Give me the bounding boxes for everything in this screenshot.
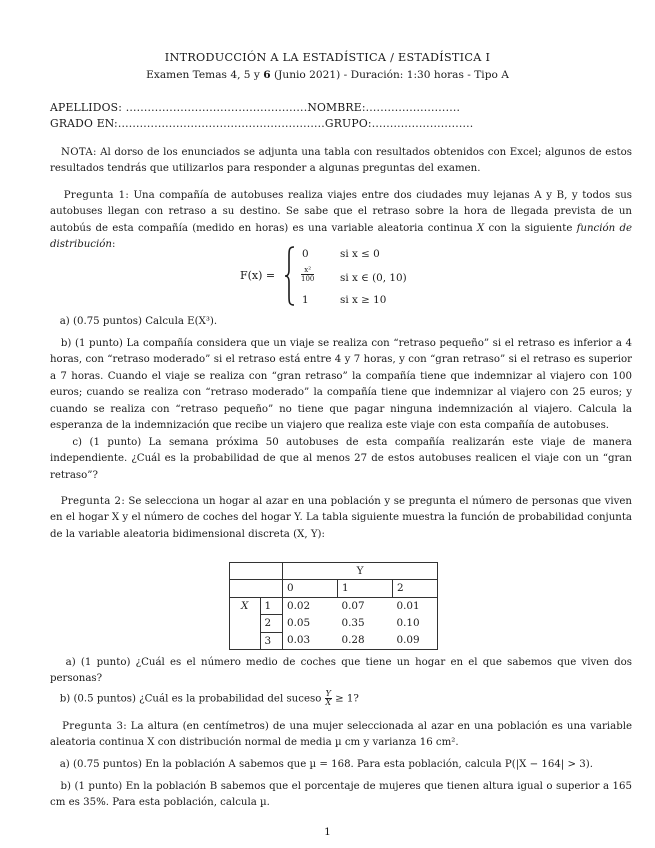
col-header: 0 bbox=[283, 580, 338, 597]
q2-label: Pregunta 2 bbox=[60, 496, 122, 507]
q3-part-a: a) (0.75 puntos) En la población A sabemos que µ = 168. Para esta población, calcula P(|X − 164| > 3). bbox=[59, 759, 593, 770]
row-header: 2 bbox=[260, 615, 283, 632]
q2-part-a: a) (1 punto) ¿Cuál es el número medio de coches que tiene un hogar en el que sabemos que viven dos personas? bbox=[50, 657, 632, 685]
table-cell: 0.09 bbox=[393, 632, 438, 649]
case1-condition: si x ≤ 0 bbox=[340, 248, 380, 260]
q1-part-b: b) (1 punto) La compañía considera que un viaje se realiza con “retraso pequeño” si el retraso es inferior a 4 horas, con “retraso moderado” si el retraso está entre 4 y 7 horas, y con “gran retraso” si el retraso es superior a 7 horas. Cuando el viaje se realiza con “gran retraso” la compañía tiene que indemnizar al viajero con 100 euros; cuando se realiza con “retraso moderado” la compañía tiene que indemnizar al viajero con 25 euros; y cuando se realiza con “retraso pequeño” no tiene que pagar ninguna indemnización al viajero. Calcula la esperanza de la indemnización que recibe un viajero que realiza este viaje con esta compañía de autobuses. bbox=[50, 338, 632, 432]
row-header: 3 bbox=[260, 632, 283, 649]
case3-condition: si x ≥ 10 bbox=[340, 294, 387, 306]
q3-part-b: b) (1 punto) En la población B sabemos que el porcentaje de mujeres que tienen altura igual o superior a 165 cm es 35%. Para esta población, calcula µ. bbox=[50, 781, 633, 809]
q3-label: Pregunta 3 bbox=[62, 721, 124, 732]
nota-paragraph bbox=[50, 145, 632, 178]
q1-intro: Pregunta 1: Una compañía de autobuses realiza viajes entre dos ciudades muy lejanas A y B, y todos sus autobuses llegan con retraso a su destino. Se sabe que el retraso sobre la hora de llegada prevista de un autobús de esta compañía (medido en horas) es una variable aleatoria continua X con la siguiente función de distribución: bbox=[50, 190, 632, 251]
q1-part-a: a) (0.75 puntos) Calcula E(X³). bbox=[59, 316, 218, 327]
case1-value: 0 bbox=[302, 248, 309, 260]
row-header: 1 bbox=[260, 597, 283, 614]
q2-part-b: b) (0.5 puntos) ¿Cuál es la probabilidad del suceso $\frac{Y}{X}$ ≥ 1? bbox=[59, 689, 359, 707]
case2-condition: si x ∈ (0, 10) bbox=[340, 272, 407, 284]
col-header: 2 bbox=[393, 580, 438, 597]
nota-text: : Al dorso de los enunciados se adjunta una tabla con resultados obtenidos con Excel; algunos de estos resultados tendrás que utilizarlos para responder a algunas preguntas del examen. bbox=[50, 147, 632, 175]
case3-value: 1 bbox=[302, 294, 309, 306]
col-header: 1 bbox=[338, 580, 393, 597]
table-cell: 0.02 bbox=[287, 600, 311, 613]
student-fields bbox=[50, 100, 473, 132]
table-cell: 0.10 bbox=[393, 615, 438, 632]
col-var-header: Y bbox=[283, 563, 438, 580]
q1-label: Pregunta 1 bbox=[63, 190, 126, 201]
table-cell: 0.28 bbox=[338, 632, 393, 649]
joint-probability-table bbox=[229, 562, 438, 650]
q1-part-c: c) (1 punto) La semana próxima 50 autobuses de esta compañía realizarán este viaje de manera independiente. ¿Cuál es la probabilidad de que al menos 27 de estos autobuses realicen el viaje con un “gran retraso”? bbox=[50, 437, 633, 481]
formula-lhs: F(x) = bbox=[240, 269, 276, 282]
case2-value: $\frac{\text{x²}}{100}$ bbox=[301, 266, 315, 283]
table-cell: 0.05 bbox=[287, 617, 311, 630]
grado-grupo-line: GRADO EN:.........................................................GRUPO:............................ bbox=[50, 117, 474, 130]
page-number: 1 bbox=[324, 826, 331, 838]
table-cell: 0.35 bbox=[341, 617, 365, 630]
distribution-function-formula bbox=[240, 244, 460, 308]
table-cell: 0.03 bbox=[283, 632, 338, 649]
table-cell: 0.07 bbox=[341, 600, 365, 613]
table-cell: 0.01 bbox=[393, 597, 438, 614]
row-var-header: X bbox=[230, 597, 261, 649]
q3-intro: Pregunta 3: La altura (en centímetros) de una mujer seleccionada al azar en una población es una variable aleatoria continua X con distribución normal de media µ cm y varianza 16 cm². bbox=[50, 721, 633, 749]
left-brace-icon bbox=[284, 246, 296, 306]
exam-subtitle: Examen Temas 4, 5 y 6 (Junio 2021) - Duración: 1:30 horas - Tipo A bbox=[146, 69, 509, 81]
exam-title: INTRODUCCIÓN A LA ESTADÍSTICA / ESTADÍSTICA I bbox=[164, 51, 491, 64]
nota-label: NOTA bbox=[60, 147, 94, 158]
apellidos-nombre-line: APELLIDOS: ..................................................NOMBRE:.......................... bbox=[50, 101, 461, 114]
q2-intro: Pregunta 2: Se selecciona un hogar al azar en una población y se pregunta el número de personas que viven en el hogar X y el número de coches del hogar Y. La tabla siguiente muestra la función de probabilidad conjunta de la variable aleatoria bidimensional discreta (X, Y): bbox=[50, 496, 632, 540]
